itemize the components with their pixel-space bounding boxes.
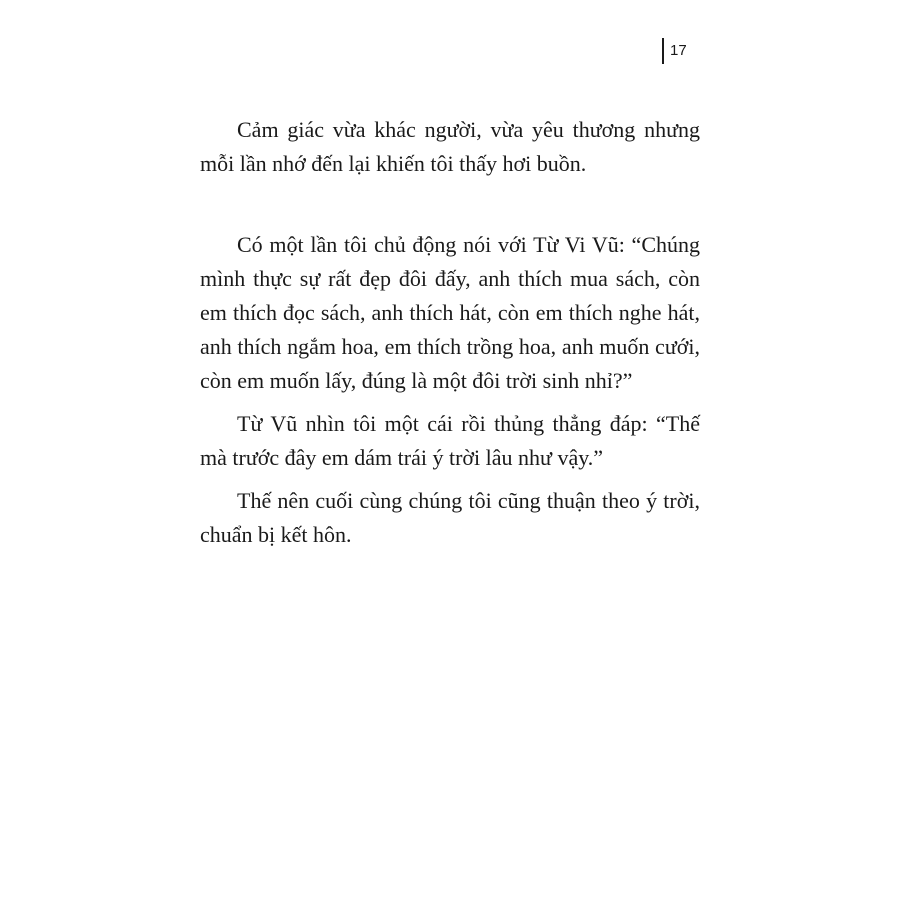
page-number-rule — [662, 38, 664, 64]
page-header — [662, 38, 687, 64]
paragraph-1: Cảm giác vừa khác người, vừa yêu thương nhưng mỗi lần nhớ đến lại khiến tôi thấy hơi buồn. — [200, 117, 700, 176]
page-number: 17 — [670, 42, 687, 59]
body-text — [200, 113, 700, 552]
paragraph-3: Từ Vũ nhìn tôi một cái rồi thủng thẳng đáp: “Thế mà trước đây em dám trái ý trời lâu như vậy.” — [200, 411, 700, 470]
paragraph-2: Có một lần tôi chủ động nói với Từ Vi Vũ: “Chúng mình thực sự rất đẹp đôi đấy, anh thích mua sách, còn em thích đọc sách, anh thích hát, còn em thích nghe hát, anh thích ngắm hoa, em thích trồng hoa, anh muốn cưới, còn em muốn lấy, đúng là một đôi trời sinh nhỉ?” — [200, 232, 700, 393]
paragraph-4: Thế nên cuối cùng chúng tôi cũng thuận theo ý trời, chuẩn bị kết hôn. — [200, 488, 700, 547]
